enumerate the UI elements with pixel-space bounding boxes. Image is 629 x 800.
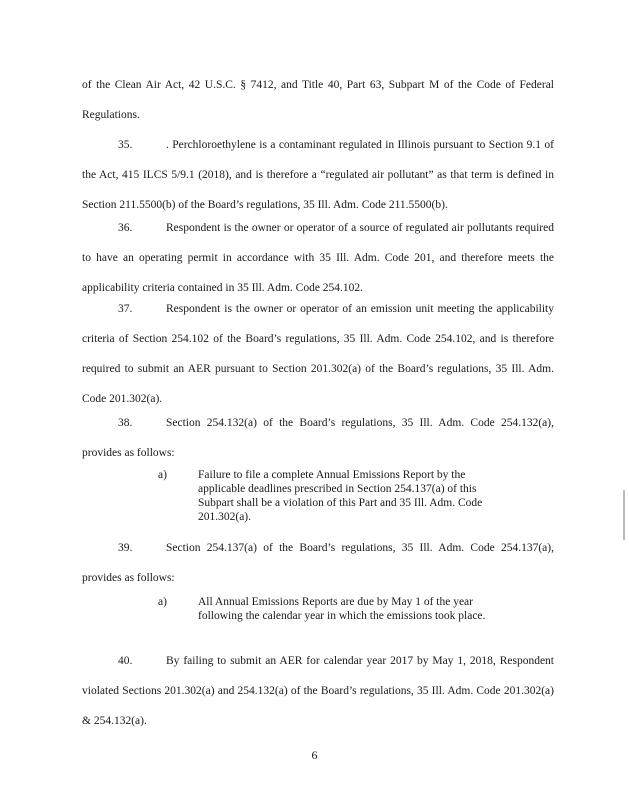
paragraph-number: 40.: [118, 655, 133, 667]
paragraph-intro: of the Clean Air Act, 42 U.S.C. § 7412, and Title 40, Part 63, Subpart M of the Code of Federal Regulations.: [82, 79, 554, 121]
block-quote-38: [158, 468, 488, 524]
quote-letter: a): [158, 596, 167, 608]
paragraph-text: Respondent is the owner or operator of an emission unit meeting the applicability criteria of Section 254.102 of the Board’s regulations, 35 Ill. Adm. Code 254.102, and is therefore required to submit an AER pursuant to Section 201.302(a) of the Board’s regulations, 35 Ill. Adm. Code 201.302(a).: [82, 303, 554, 405]
paragraph-text: Section 254.137(a) of the Board’s regulations, 35 Ill. Adm. Code 254.137(a), provides as follows:: [82, 542, 554, 584]
paragraph-number: 36.: [118, 222, 133, 234]
paragraph-number: 37.: [118, 303, 133, 315]
quote-text: Failure to file a complete Annual Emissions Report by the applicable deadlines prescribed in Section 254.137(a) of this Subpart shall be a violation of this Part and 35 Ill. Adm. Code 201.302(a).: [198, 469, 483, 523]
paragraph-number: 39.: [118, 542, 133, 554]
paragraph-text: Respondent is the owner or operator of a source of regulated air pollutants required to have an operating permit in accordance with 35 Ill. Adm. Code 201, and therefore meets the applicability criteria contained in 35 Ill. Adm. Code 254.102.: [82, 222, 554, 294]
paragraph-37: [82, 294, 554, 414]
scan-edge-mark: [623, 490, 625, 540]
paragraph-text: Section 254.132(a) of the Board’s regulations, 35 Ill. Adm. Code 254.132(a), provides as follows:: [82, 417, 554, 459]
page-number: 6: [311, 748, 318, 762]
paragraph-39: [82, 533, 554, 593]
paragraph-40: [82, 646, 554, 736]
quote-text: All Annual Emissions Reports are due by May 1 of the year following the calendar year in which the emissions took place.: [198, 596, 486, 622]
paragraph-number: 38.: [118, 417, 133, 429]
paragraph-number: 35.: [118, 139, 133, 151]
quote-letter: a): [158, 469, 167, 481]
paragraph-text: By failing to submit an AER for calendar year 2017 by May 1, 2018, Respondent violated Sections 201.302(a) and 254.132(a) of the Board’s regulations, 35 Ill. Adm. Code 201.302(a) & 254.132(a).: [82, 655, 554, 727]
paragraph-36: [82, 213, 554, 303]
paragraph-35: [82, 130, 554, 220]
paragraph-text: . Perchloroethylene is a contaminant regulated in Illinois pursuant to Section 9.1 of the Act, 415 ILCS 5/9.1 (2018), and is therefore a “regulated air pollutant” as that term is defined in Section 211.5500(b) of the Board’s regulations, 35 Ill. Adm. Code 211.5500(b).: [82, 139, 554, 211]
block-quote-39: [158, 595, 488, 623]
paragraph-38: [82, 408, 554, 468]
